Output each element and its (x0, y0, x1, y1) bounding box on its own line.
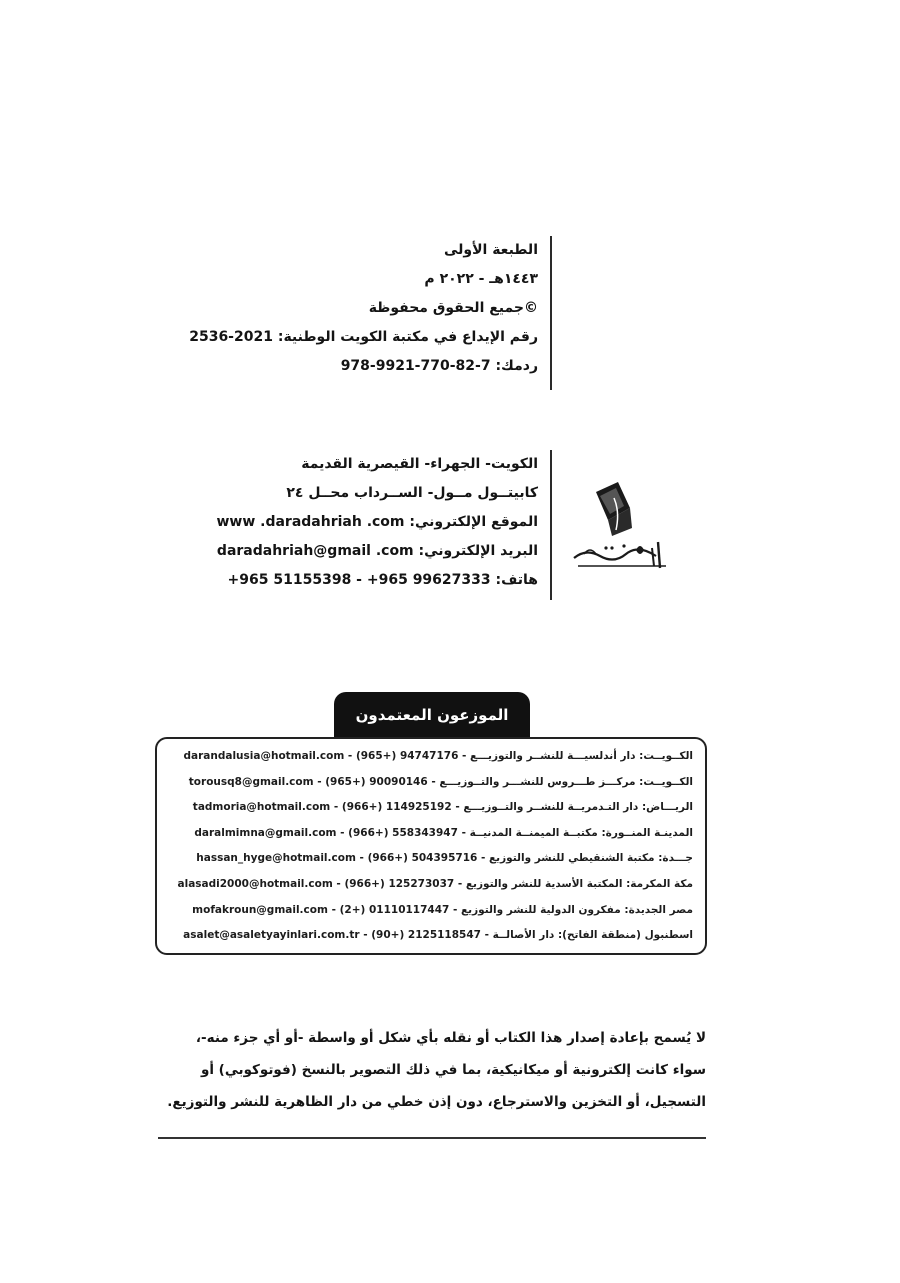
distributor-row (169, 872, 693, 898)
distributor-email: tadmoria@hotmail.com (192, 801, 331, 814)
distributor-row (169, 744, 693, 770)
distributors-list (155, 737, 707, 955)
edition-info-block (189, 236, 552, 390)
distributor-info: مصر الجديدة: مفكرون الدولية للنشر والتوزيع - 01110117447 (+2) - (327, 903, 693, 916)
deposit-number (189, 323, 538, 352)
distributor-info: اسطنبول (منطقة الفاتح): دار الأصالــة - 2125118547 (+90) - (359, 929, 693, 942)
distributor-email: alasadi2000@hotmail.com (177, 877, 333, 890)
distributor-email: asalet@asaletyayinlari.com.tr (183, 929, 360, 942)
isbn-label: ردمك: (495, 358, 538, 374)
distributor-info: الكــويــت: دار أندلسيـــة للنشــر والتوزيـــع - 94747176 (+965) - (344, 750, 693, 762)
website-label: الموقع الإلكتروني: (409, 514, 538, 530)
distributor-row (169, 770, 693, 796)
distributors-title: الموزعون المعتمدون (334, 692, 530, 738)
distributor-row (169, 821, 693, 847)
distributor-info: جـــدة: مكتبة الشنقيطي للنشر والتوزيع - 504395716 (+966) - (355, 852, 693, 865)
distributor-info: الكــويــت: مركـــز طـــروس للنشـــر والتــوزيـــع - 90090146 (+965) - (313, 775, 693, 788)
distributor-email: daralmimna@gmail.com (194, 826, 337, 839)
bottom-rule (158, 1137, 706, 1139)
website-value: www .daradahriah .com (216, 514, 405, 530)
phone-label: هاتف: (495, 572, 538, 588)
edition-title: الطبعة الأولى (443, 242, 538, 258)
distributor-email: mofakroun@gmail.com (192, 903, 328, 916)
distributor-info: المدينـة المنــورة: مكتبــة الميمنــة المدنيــة - 558343947 (+966) - (336, 826, 693, 839)
distributor-row (169, 923, 693, 949)
email (216, 537, 538, 566)
isbn (189, 352, 538, 381)
address-line-2: كابيتــول مــول- الســرداب محــل ٢٤ (286, 485, 538, 501)
address-line-1: الكويت- الجهراء- القيصرية القديمة (301, 456, 538, 472)
email-label: البريد الإلكتروني: (418, 543, 538, 559)
edition-year: ١٤٤٣هـ - ٢٠٢٢ م (424, 271, 538, 287)
distributor-email: darandalusia@hotmail.com (183, 750, 345, 762)
distributor-row (169, 846, 693, 872)
phone (216, 566, 538, 595)
publisher-contact-block (200, 450, 552, 600)
distributor-row (169, 898, 693, 924)
rights-statement: ©جميع الحقوق محفوظة (368, 300, 538, 316)
phone-value: +965 51155398 - +965 99627333 (227, 572, 491, 588)
distributor-email: hassan_hyge@hotmail.com (196, 852, 356, 865)
distributor-email: torousq8@gmail.com (188, 775, 314, 788)
publisher-logo-icon (566, 478, 676, 574)
distributor-info: مكة المكرمة: المكتبة الأسدية للنشر والتوزيع - 125273037 (+966) - (332, 877, 693, 890)
edition-divider (550, 236, 552, 390)
address-divider (550, 450, 552, 600)
isbn-value: 978-9921-770-82-7 (340, 358, 491, 374)
distributor-row (169, 795, 693, 821)
notice-line-2: سواء كانت إلكترونية أو ميكانيكية، بما في ذلك التصوير بالنسخ (فوتوكوبي) أو (200, 1062, 706, 1078)
website (216, 508, 538, 537)
notice-line-3: التسجيل، أو التخزين والاسترجاع، دون إذن خطي من دار الظاهرية للنشر والتوزيع. (167, 1094, 706, 1110)
deposit-value: 2536-2021 (189, 329, 273, 345)
rights-notice (158, 1022, 706, 1118)
distributor-info: الريـــاض: دار التـدمريــة للنشــر والتــوزيـــع - 114925192 (+966) - (330, 801, 693, 814)
email-value: daradahriah@gmail .com (216, 543, 414, 559)
notice-line-1: لا يُسمح بإعادة إصدار هذا الكتاب أو نقله بأي شكل أو واسطة -أو أي جزء منه-، (195, 1030, 706, 1046)
deposit-label: رقم الإيداع في مكتبة الكويت الوطنية: (277, 329, 538, 345)
